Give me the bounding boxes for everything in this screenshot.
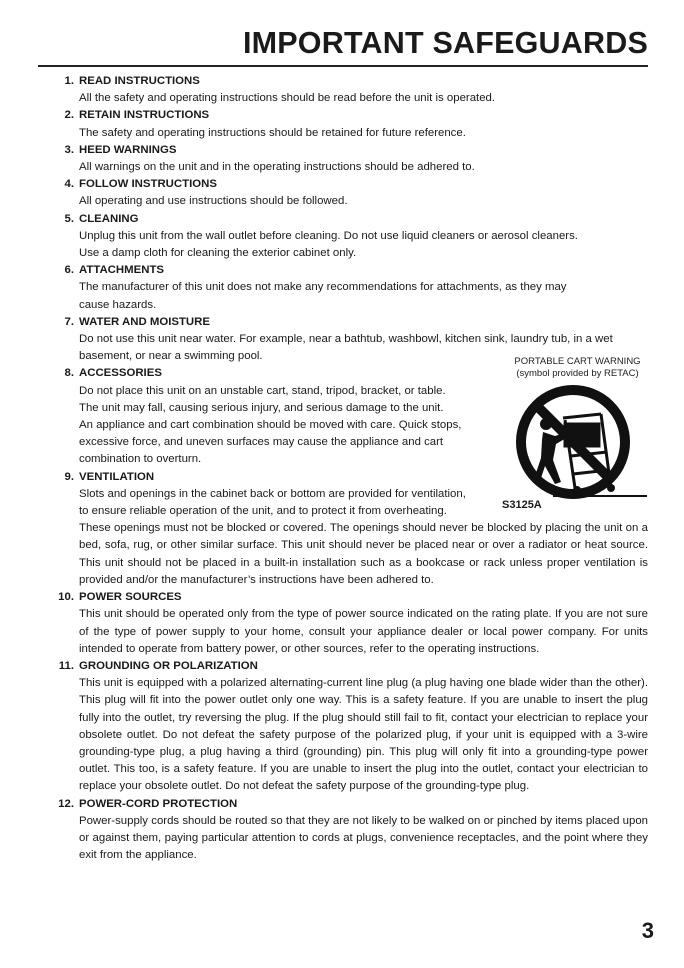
item-heading: WATER AND MOISTURE [79,315,210,328]
item-text: The manufacturer of this unit does not make any recommendations for attachments, as they may cause hazards. [79,281,567,311]
list-item [0,107,684,141]
text-line: excessive force, and uneven surfaces may cause the appliance and cart [79,436,444,449]
item-text: This unit should be operated only from the type of power source indicated on the rating plate. If you are not sure of the type of power supply to your home, consult your appliance dealer or local power company. For units intended to operate from battery power, or other sources, refer to the operating instructions. [79,608,648,655]
item-number: 3. [64,143,74,156]
item-number: 9. [64,470,74,483]
text-line: Use a damp cloth for cleaning the exterior cabinet only. [79,247,357,260]
item-number: 7. [64,315,74,328]
cart-warning-title-line1: PORTABLE CART WARNING [514,356,641,367]
item-number: 11. [58,659,74,672]
text-line: basement, or near a swimming pool. [79,350,263,363]
text-line: Do not place this unit on an unstable cart, stand, tripod, bracket, or table. [79,384,446,397]
list-item [0,142,684,176]
item-text: All operating and use instructions should be followed. [79,195,348,208]
cart-warning-code: S3125A [502,499,542,511]
item-number: 6. [64,264,74,277]
item-text [79,228,648,262]
item-heading: ATTACHMENTS [79,264,164,277]
portable-cart-warning-icon [513,384,647,502]
list-item [0,589,684,658]
page-title: IMPORTANT SAFEGUARDS [242,26,648,60]
item-text: These openings must not be blocked or covered. The openings should never be blocked by placing the unit on a bed, sofa, rug, or other similar surface. This unit should never be placed near or over a radiator or heat source. This unit should not be placed in a built-in installation such as a bookcase or rack unless proper ventilation is provided and/or the manufacturer’s instructions have been adhered to. [79,522,648,586]
item-heading: READ INSTRUCTIONS [79,75,200,87]
title-rule [38,65,648,67]
item-text: The safety and operating instructions should be retained for future reference. [79,126,466,139]
list-item [0,658,684,796]
item-heading: CLEANING [79,212,139,225]
cart-warning-title [505,356,650,380]
text-line: Unplug this unit from the wall outlet before cleaning. Do not use liquid cleaners or aerosol cleaners. [79,229,578,242]
item-number: 8. [64,367,74,380]
list-item [0,262,684,314]
item-heading: ACCESSORIES [79,367,162,380]
list-item [0,796,684,865]
text-line: Do not use this unit near water. For example, near a bathtub, washbowl, kitchen sink, laundry tub, in a wet [79,333,613,346]
item-heading: GROUNDING OR POLARIZATION [79,659,258,672]
item-heading: POWER-CORD PROTECTION [79,797,238,810]
item-text: All the safety and operating instructions should be read before the unit is operated. [79,92,496,105]
list-item [0,176,684,210]
list-item [0,211,684,263]
page-number: 3 [641,918,654,943]
item-number: 4. [64,178,74,191]
item-text: All warnings on the unit and in the operating instructions should be adhered to. [79,161,475,174]
item-text: This unit is equipped with a polarized alternating-current line plug (a plug having one blade wider than the other). This plug will fit into the power outlet only one way. This is a safety feature. If you are unable to insert the plug fully into the outlet, try reversing the plug. If the plug should still fail to fit, contact your electrician to replace your obsolete outlet. Do not defeat the safety purpose of the polarized plug, if your unit is equipped with a 3-wire grounding-type plug, a plug having a third (grounding) pin. This plug will only fit into a grounding-type power outlet. This too, is a safety feature. If you are unable to insert the plug into the outlet, contact your electrician to replace your obsolete outlet. Do not defeat the safety purpose of the grounding-type plug. [79,677,648,793]
list-item [0,73,684,107]
text-line: to ensure reliable operation of the unit, and to protect it from overheating. [79,505,447,518]
text-line: combination to overturn. [79,453,202,466]
text-line: Slots and openings in the cabinet back or bottom are provided for ventilation, [79,487,466,500]
item-heading: HEED WARNINGS [79,143,177,156]
item-heading: POWER SOURCES [79,591,182,604]
text-line: The unit may fall, causing serious injury, and serious damage to the unit. [79,401,444,414]
cart-warning [502,356,650,516]
item-number: 2. [64,109,74,122]
text-line: An appliance and cart combination should be moved with care. Quick stops, [79,419,462,432]
item-text: Power-supply cords should be routed so that they are not likely to be walked on or pinched by items placed upon or against them, paying particular attention to cords at plugs, convenience receptacles, and the point where they exit from the appliance. [79,814,648,862]
item-heading: RETAIN INSTRUCTIONS [79,109,210,122]
item-heading: VENTILATION [79,470,155,483]
cart-warning-title-line2: (symbol provided by RETAC) [516,368,639,379]
item-number: 10. [58,591,74,604]
item-number: 12. [58,797,74,810]
item-number: 1. [64,75,74,87]
item-number: 5. [64,212,74,225]
item-heading: FOLLOW INSTRUCTIONS [79,178,217,191]
